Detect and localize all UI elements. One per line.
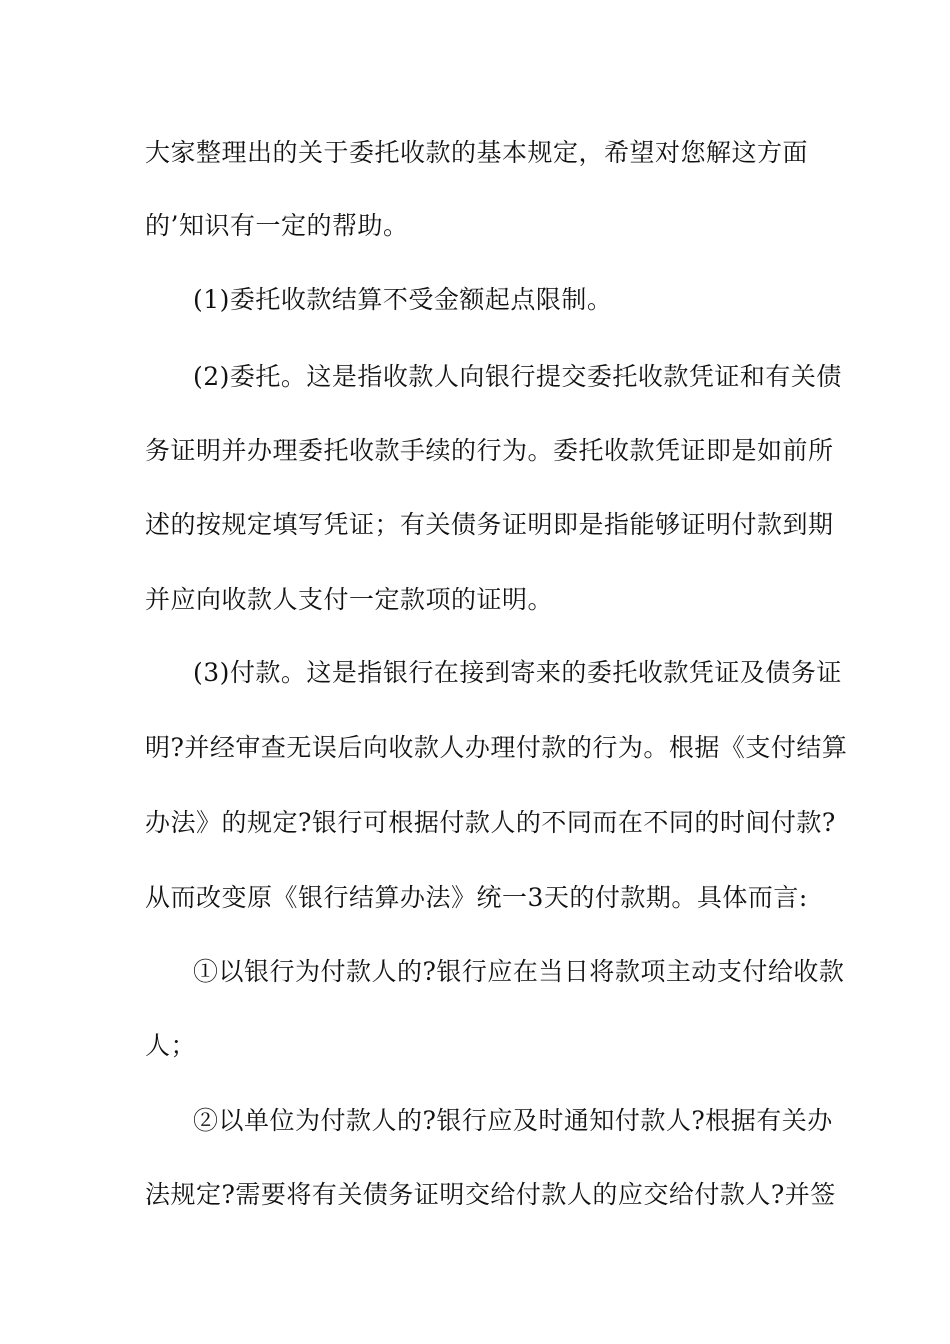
text-line: 大家整理出的关于委托收款的基本规定，希望对您解这方面 bbox=[145, 138, 809, 167]
paragraph-3-line: (3)付款。这是指银行在接到寄来的委托收款凭证及债务证 bbox=[193, 658, 842, 687]
text-line: 务证明并办理委托收款手续的行为。委托收款凭证即是如前所 bbox=[145, 436, 834, 465]
text-line: 的’知识有一定的帮助。 bbox=[145, 211, 409, 240]
text-line: 人； bbox=[145, 1031, 197, 1060]
paragraph-2-line: (2)委托。这是指收款人向银行提交委托收款凭证和有关债 bbox=[193, 362, 842, 391]
text-line: 从而改变原《银行结算办法》统一3天的付款期。具体而言: bbox=[145, 883, 808, 912]
text-line: 述的按规定填写凭证；有关债务证明即是指能够证明付款到期 bbox=[145, 510, 834, 539]
text-line: 法规定?需要将有关债务证明交给付款人的应交给付款人?并签 bbox=[145, 1180, 836, 1209]
list-item-2-line: ②以单位为付款人的?银行应及时通知付款人?根据有关办 bbox=[193, 1106, 833, 1135]
text-line: 办法》的规定?银行可根据付款人的不同而在不同的时间付款? bbox=[145, 808, 836, 837]
text-line: 并应向收款人支付一定款项的证明。 bbox=[145, 585, 554, 614]
list-item-1-line: ①以银行为付款人的?银行应在当日将款项主动支付给收款 bbox=[193, 957, 845, 986]
text-line: 明?并经审查无误后向收款人办理付款的行为。根据《支付结算 bbox=[145, 733, 848, 762]
paragraph-1-line: (1)委托收款结算不受金额起点限制。 bbox=[193, 285, 613, 314]
